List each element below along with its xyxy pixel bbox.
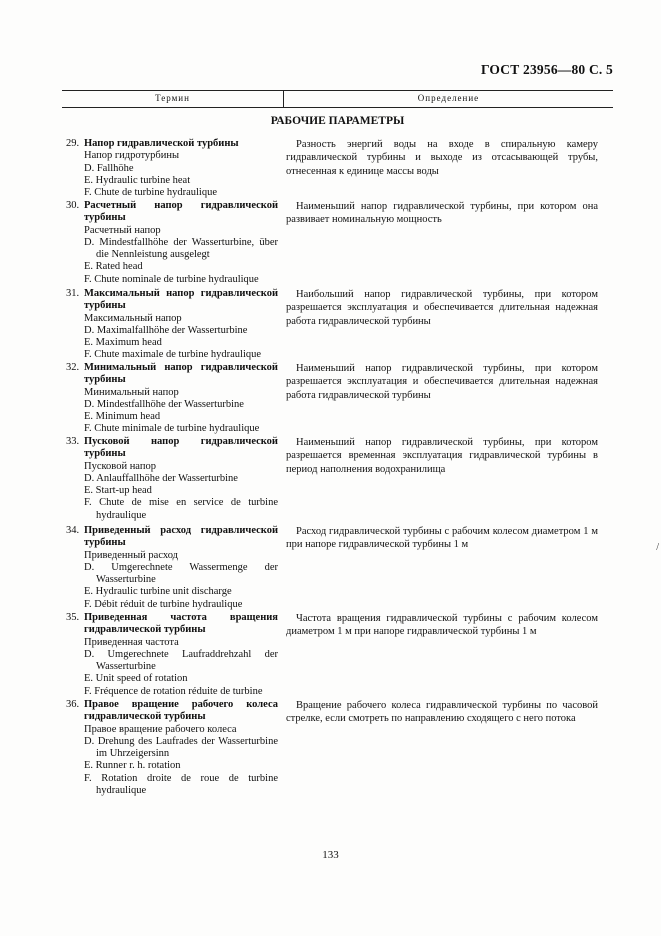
term-french: F. Chute de mise en service de turbine hydraulique [84,497,278,521]
table-top-rule [62,90,613,91]
table-header-rule [62,107,613,108]
term-english: E. Rated head [84,261,143,273]
term-number: 30. [66,200,80,211]
term-cell [66,200,278,286]
term-synonym: Расчетный напор [84,224,161,236]
term-definition: Наименьший напор гидравлической турбины, при котором разрешается эксплуатация и обеспечивается длительная надежная работа гидравлической турбины [286,363,598,401]
term-definition: Частота вращения гидравлической турбины с рабочим колесом диаметром 1 м при напоре гидравлической турбины 1 м [286,613,598,638]
term-cell [66,699,278,797]
term-name: Приведенный расход гидравлической турбины [84,525,278,549]
term-german: D. Fallhöhe [84,162,134,174]
term-german: D. Umgerechnete Laufraddrehzahl der Wasserturbine [84,648,278,673]
term-german: D. Mindestfallhöhe der Wasserturbine [84,398,244,410]
term-definition: Расход гидравлической турбины с рабочим колесом диаметром 1 м при напоре гидравлической турбины 1 м [286,526,598,551]
term-number: 33. [66,436,80,447]
term-number: 35. [66,612,80,623]
term-synonym: Минимальный напор [84,386,179,398]
term-name: Расчетный напор гидравлической турбины [84,200,278,224]
term-french: F. Rotation droite de roue de turbine hydraulique [84,772,278,797]
column-header-term: Термин [155,93,190,103]
term-name: Напор гидравлической турбины [84,138,239,149]
scan-edge-mark: / [656,542,659,553]
term-synonym: Напор гидротурбины [84,150,180,162]
term-english: E. Runner r. h. rotation [84,760,181,772]
term-name: Минимальный напор гидравлической турбины [84,362,278,386]
term-cell [66,525,278,611]
term-cell [66,612,278,698]
section-title: РАБОЧИЕ ПАРАМЕТРЫ [270,115,405,127]
term-number: 36. [66,699,80,710]
term-number: 29. [66,138,80,149]
term-name: Пусковой напор гидравлической турбины [84,436,278,460]
term-french: F. Chute maximale de turbine hydraulique [84,349,262,361]
term-cell [66,362,278,436]
term-english: E. Unit speed of rotation [84,673,188,685]
term-french: F. Chute de turbine hydraulique [84,187,218,199]
term-german: D. Mindestfallhöhe der Wasserturbine, über die Nennleistung ausgelegt [84,236,278,261]
term-name: Приведенная частота вращения гидравлической турбины [84,612,278,636]
term-cell [66,436,278,522]
term-name: Правое вращение рабочего колеса гидравлической турбины [84,699,278,723]
term-cell [66,138,278,199]
term-synonym: Максимальный напор [84,312,182,324]
term-english: E. Start-up head [84,485,152,497]
term-synonym: Приведенная частота [84,636,179,648]
term-english: E. Hydraulic turbine unit discharge [84,586,232,598]
term-definition: Наименьший напор гидравлической турбины, при котором разрешается временная эксплуатация гидравлической турбины в период наполнения водохранилища [286,437,598,475]
term-definition: Наибольший напор гидравлической турбины, при котором разрешается эксплуатация и обеспечивается длительная надежная работа гидравлической турбины [286,289,598,327]
term-definition: Наименьший напор гидравлической турбины, при котором она развивает номинальную мощность [286,201,598,226]
term-english: E. Hydraulic turbine heat [84,174,191,186]
term-synonym: Пусковой напор [84,460,156,472]
term-number: 34. [66,525,80,536]
term-french: F. Fréquence de rotation réduite de turbine [84,685,263,697]
term-number: 31. [66,288,80,299]
page-number: 133 [322,849,339,861]
term-definition: Вращение рабочего колеса гидравлической турбины по часовой стрелке, если смотреть по направлению сходящего с него потока [286,700,598,725]
term-german: D. Umgerechnete Wassermenge der Wasserturbine [84,561,278,586]
term-synonym: Приведенный расход [84,549,178,561]
term-synonym: Правое вращение рабочего колеса [84,723,237,735]
term-english: E. Minimum head [84,411,161,423]
term-german: D. Drehung des Laufrades der Wasserturbine im Uhrzeigersinn [84,735,278,760]
term-french: F. Chute minimale de turbine hydraulique [84,423,260,435]
term-name: Максимальный напор гидравлической турбины [84,288,278,312]
term-cell [66,288,278,362]
term-french: F. Chute nominale de turbine hydraulique [84,273,259,285]
document-reference: ГОСТ 23956—80 С. 5 [480,62,613,77]
term-english: E. Maximum head [84,337,162,349]
term-german: D. Anlauffallhöhe der Wasserturbine [84,472,238,484]
term-definition: Разность энергий воды на входе в спиральную камеру гидравлической турбины и выходе из отсасывающей трубы, отнесенная к единице массы воды [286,139,598,177]
term-french: F. Débit réduit de turbine hydraulique [84,598,243,610]
term-german: D. Maximalfallhöhe der Wasserturbine [84,324,248,336]
term-number: 32. [66,362,80,373]
column-header-definition: Определение [417,93,480,103]
